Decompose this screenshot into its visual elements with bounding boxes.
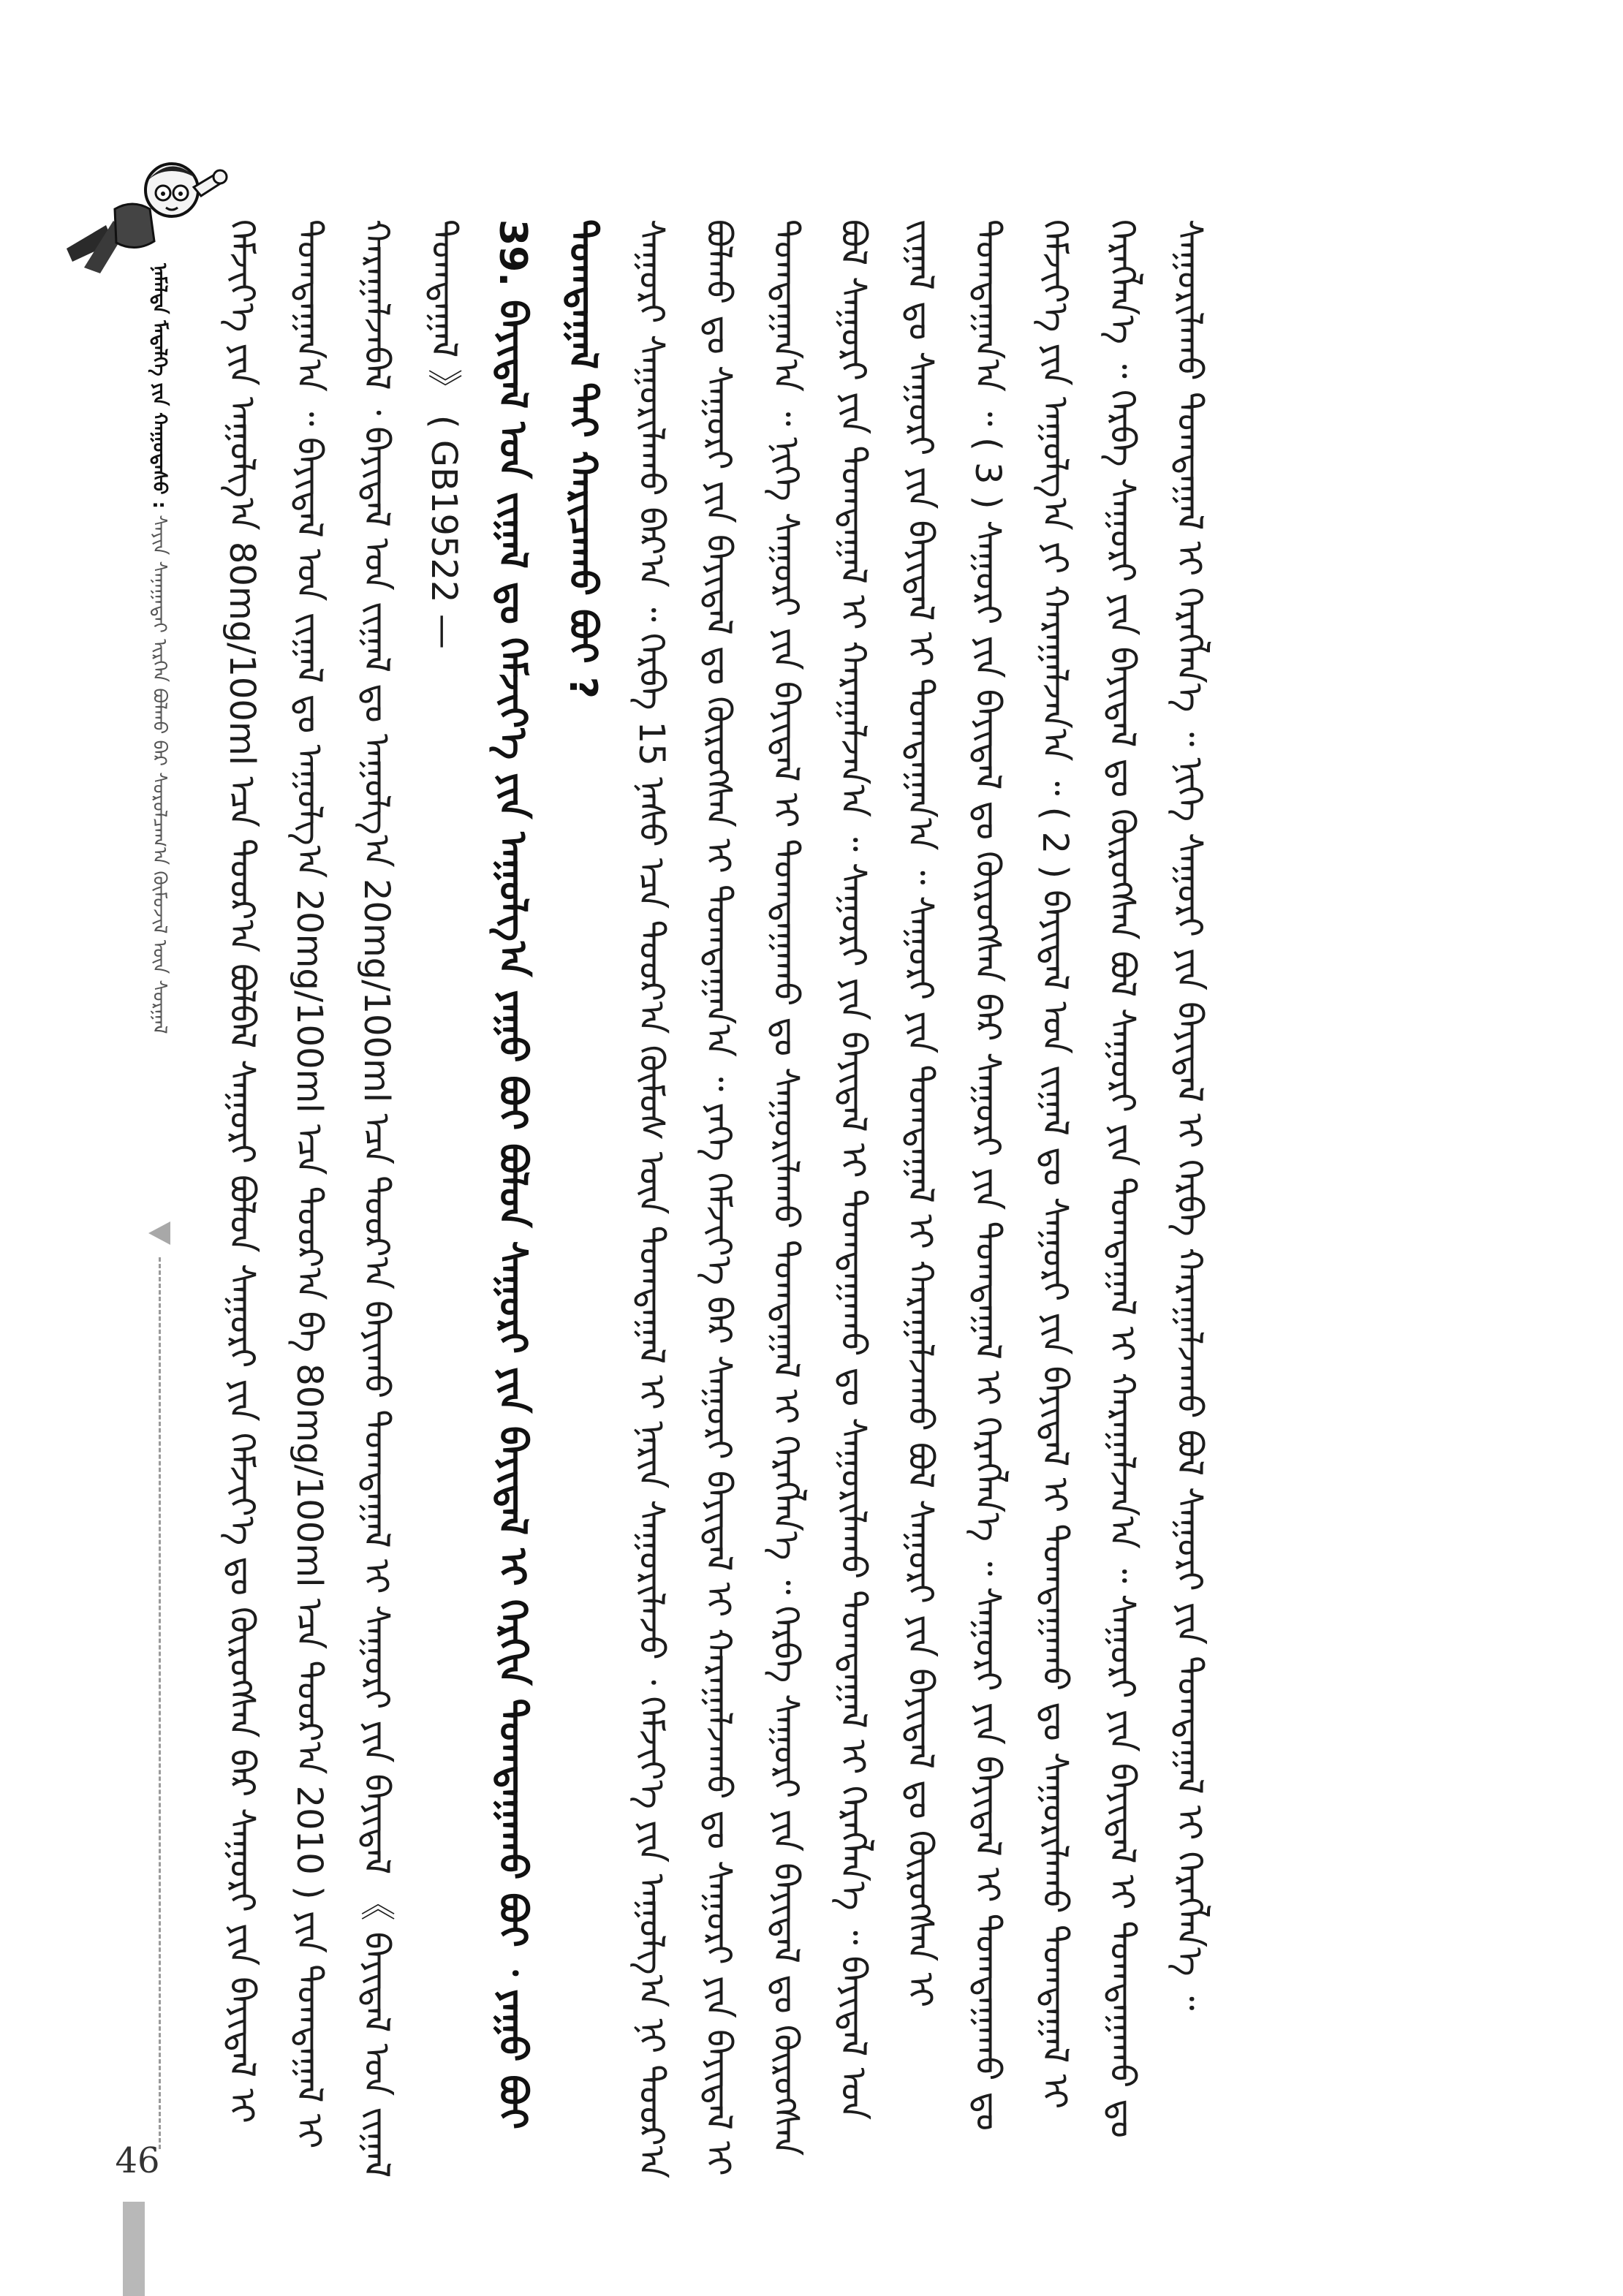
mongolian-text-block: [208, 219, 1473, 2186]
flying-boy-mascot-icon: [62, 139, 230, 278]
side-note-text: ᠰᠠᠶᠢᠨ ᠰᠠᠨᠠᠭᠠᠲᠠᠢ ᠢᠷᠭᠡᠨ ᠪᠣᠯᠬᠤ ᠪᠠᠷ ᠰᠤᠷᠤᠯᠴᠠᠭ᠎ᠠ ᠬᠦᠮᠦᠵᠢᠯ ᠦᠨ ᠰᠤᠷᠭᠠᠯ: [148, 515, 170, 1034]
question-39: 39. ᠪᠠᠶᠢᠳᠠᠯ ᠤᠨ ᠵᠢᠭᠠᠯ ᠳᠤ ᠬᠡᠮᠵᠢᠶ᠎ᠡ ᠶᠢᠨ ᠠᠭᠤᠯᠭ᠎ᠠ ᠶᠠᠭᠤ ᠪᠤᠢ ᠪᠣᠯᠤᠨ ᠰᠠᠭᠤᠷᠢ ᠶᠢᠨ ᠪᠠᠶᠢᠳᠠᠯ ᠢ ᠬᠡᠷᠬᠢᠨ ᠲᠣᠭᠲᠠᠭᠠᠬᠤ ᠪᠤᠢ ᠂ ᠶᠠᠭᠤ ᠪᠤᠢ ᠲᠣᠭᠲᠠᠭᠠᠯ ᠲᠠᠢ ᠬᠠᠷᠢᠴᠠᠬᠤ ᠪᠤᠢ ?: [491, 219, 605, 2130]
paragraph-answer: ᠰᠠᠭᠤᠷᠢ ᠰᠠᠭᠤᠷᠢᠯᠠᠬᠤ ᠪᠠᠷ᠎ᠠ ᠃ ᠬᠡᠷᠪᠡ 15 ᠨᠠᠰᠤ ᠡᠴᠡ ᠳᠣᠣᠷ᠎ᠠ ᠬᠦᠮᠦᠰ ᠦᠨ ᠲᠣᠭᠲᠠᠭᠠᠯ ᠢ ᠨᠠᠷᠢᠨ ᠰᠠᠭᠤᠷᠢᠯᠠᠵᠤ ᠂ ᠬᠡᠮᠵᠢᠶ᠎ᠡ ᠶᠢᠨ ᠠᠭᠤᠯᠭ᠎ᠠ ᠨᠢ ᠳᠣᠣᠷ᠎ᠠ ᠪᠣᠯᠬᠤ ᠳᠤ ᠰᠠᠭᠤᠷᠢ ᠶᠢᠨ ᠪᠠᠶᠢᠳᠠᠯ ᠳᠤ ᠬᠦᠷᠦᠭᠰᠡᠨ ᠢ ᠲᠣᠭᠲᠠᠭᠠᠨ᠎ᠠ ᠃ ᠶᠡᠬᠡ ᠬᠡᠮᠵᠢᠶ᠎ᠡ ᠪᠠᠷ ᠰᠠᠭᠤᠷᠢ ᠪᠠᠶᠢᠳᠠᠯ ᠢ ᠬᠠᠷᠠᠭᠠᠯᠵᠠᠬᠤ ᠳᠤ ᠰᠠᠭᠤᠷᠢ ᠶᠢᠨ ᠪᠠᠶᠢᠳᠠᠯ ᠢ ᠲᠣᠭᠲᠠᠭᠠᠨ᠎ᠠ ᠃ ᠨᠢᠭᠡ ᠰᠠᠭᠤᠷᠢ ᠶᠢᠨ ᠪᠠᠶᠢᠳᠠᠯ ᠢ ᠲᠣᠭᠲᠠᠭᠠᠬᠤ ᠳᠤ ᠰᠠᠭᠤᠷᠢᠯᠠᠬᠤ ᠲᠣᠭᠲᠠᠭᠠᠯ ᠢ ᠬᠡᠷᠡᠭᠯᠡᠨ᠎ᠡ ᠃ ᠬᠡᠷᠪᠡ ᠰᠠᠭᠤᠷᠢ ᠶᠢᠨ ᠪᠠᠶᠢᠳᠠᠯ ᠳᠤ ᠬᠦᠷᠦᠭᠰᠡᠨ ᠪᠣᠯ ᠰᠠᠭᠤᠷᠢ ᠶᠢᠨ ᠲᠣᠭᠲᠠᠭᠠᠯ ᠢ ᠬᠠᠷᠠᠭᠠᠯᠵᠠᠨ᠎ᠠ ᠃ ᠰᠠᠭᠤᠷᠢ ᠶᠢᠨ ᠪᠠᠶᠢᠳᠠᠯ ᠢ ᠲᠣᠭᠲᠠᠭᠠᠬᠤ ᠳᠤ ᠰᠠᠭᠤᠷᠢᠯᠠᠬᠤ ᠲᠣᠭᠲᠠᠭᠠᠯ ᠢ ᠬᠡᠷᠡᠭᠯᠡᠨ᠎ᠡ ᠃ ᠪᠠᠶᠢᠳᠠᠯ ᠤᠨ ᠵᠢᠭᠠᠯ ᠳᠤ ᠰᠠᠭᠤᠷᠢ ᠶᠢᠨ ᠪᠠᠶᠢᠳᠠᠯ ᠢ ᠲᠣᠭᠲᠠᠭᠠᠨ᠎ᠠ ᠃ ᠰᠠᠭᠤᠷᠢ ᠶᠢᠨ ᠲᠣᠭᠲᠠᠭᠠᠯ ᠢ ᠬᠠᠷᠠᠭᠠᠯᠵᠠᠬᠤ ᠪᠣᠯ ᠰᠠᠭᠤᠷᠢ ᠶᠢᠨ ᠪᠠᠶᠢᠳᠠᠯ ᠳᠤ ᠬᠦᠷᠦᠭᠰᠡᠨ ᠢ ᠲᠣᠭᠲᠠᠭᠠᠨ᠎ᠠ ᠃ ( 3 ) ᠰᠠᠭᠤᠷᠢ ᠶᠢᠨ ᠪᠠᠶᠢᠳᠠᠯ ᠳᠤ ᠬᠦᠷᠦᠭᠰᠡᠨ ᠪᠠᠷ ᠰᠠᠭᠤᠷᠢ ᠶᠢᠨ ᠲᠣᠭᠲᠠᠭᠠᠯ ᠢ ᠬᠡᠷᠡᠭᠯᠡᠨ᠎ᠡ ᠃ ᠰᠠᠭᠤᠷᠢ ᠶᠢᠨ ᠪᠠᠶᠢᠳᠠᠯ ᠢ ᠲᠣᠭᠲᠠᠭᠠᠬᠤ ᠳᠤ ᠬᠡᠮᠵᠢᠶ᠎ᠡ ᠶᠢᠨ ᠠᠭᠤᠯᠭ᠎ᠠ ᠶᠢ ᠬᠠᠷᠠᠭᠠᠯᠵᠠᠨ᠎ᠠ ᠃ ( 2 ) ᠪᠠᠶᠢᠳᠠᠯ ᠤᠨ ᠵᠢᠭᠠᠯ ᠳᠤ ᠰᠠᠭᠤᠷᠢ ᠶᠢᠨ ᠪᠠᠶᠢᠳᠠᠯ ᠢ ᠲᠣᠭᠲᠠᠭᠠᠬᠤ ᠳᠤ ᠰᠠᠭᠤᠷᠢᠯᠠᠬᠤ ᠲᠣᠭᠲᠠᠭᠠᠯ ᠢ ᠬᠡᠷᠡᠭᠯᠡᠨ᠎ᠡ ᠃ ᠬᠡᠷᠪᠡ ᠰᠠᠭᠤᠷᠢ ᠶᠢᠨ ᠪᠠᠶᠢᠳᠠᠯ ᠳᠤ ᠬᠦᠷᠦᠭᠰᠡᠨ ᠪᠣᠯ ᠰᠠᠭᠤᠷᠢ ᠶᠢᠨ ᠲᠣᠭᠲᠠᠭᠠᠯ ᠢ ᠬᠠᠷᠠᠭᠠᠯᠵᠠᠨ᠎ᠠ ᠃ ᠰᠠᠭᠤᠷᠢ ᠶᠢᠨ ᠪᠠᠶᠢᠳᠠᠯ ᠢ ᠲᠣᠭᠲᠠᠭᠠᠬᠤ ᠳᠤ ᠰᠠᠭᠤᠷᠢᠯᠠᠬᠤ ᠲᠣᠭᠲᠠᠭᠠᠯ ᠢ ᠬᠡᠷᠡᠭᠯᠡᠨ᠎ᠡ ᠃ ᠨᠢᠭᠡ ᠰᠠᠭᠤᠷᠢ ᠶᠢᠨ ᠪᠠᠶᠢᠳᠠᠯ ᠢ ᠬᠡᠷᠪᠡ ᠬᠠᠷᠠᠭᠠᠯᠵᠠᠬᠤ ᠪᠣᠯ ᠰᠠᠭᠤᠷᠢ ᠶᠢᠨ ᠲᠣᠭᠲᠠᠭᠠᠯ ᠢ ᠬᠡᠷᠡᠭᠯᠡᠨ᠎ᠡ ᠃: [631, 219, 1210, 2179]
side-note-divider: [159, 1257, 161, 2149]
running-side-note: [145, 263, 174, 1257]
side-note-arrow-icon: [148, 1221, 170, 1245]
page-number: 46: [115, 2140, 160, 2181]
side-note-lead: ᠨᠡᠮᠡᠯᠲᠡ ᠮᠡᠳᠡᠯᠭᠡ ᠶᠢᠨ ᠬᠠᠭᠤᠳᠠᠰᠤ :: [148, 263, 170, 509]
page-edge-tab: [123, 2202, 145, 2296]
paragraph-intro: ᠬᠡᠮᠵᠢᠶ᠎ᠡ ᠶᠢᠨ ᠠᠭᠤᠯᠭ᠎ᠠ 80mg/100ml ᠡᠴᠡ ᠳᠣᠣᠷ᠎ᠠ ᠪᠣᠯᠪᠠᠯ ᠰᠠᠭᠤᠷᠢ ᠪᠤᠯᠤᠨ ᠰᠠᠭᠤᠷᠢ ᠶᠢᠨ ᠬᠡᠮᠵᠢᠶ᠎ᠡ ᠳᠤ ᠬᠦᠷᠦᠭᠰᠡᠨ ᠪᠠᠷ ᠰᠠᠭᠤᠷᠢ ᠶᠢᠨ ᠪᠠᠶᠢᠳᠠᠯ ᠢ ᠲᠣᠭᠲᠠᠭᠠᠨ᠎ᠠ ᠃ ᠪᠠᠶᠢᠳᠠᠯ ᠤᠨ ᠵᠢᠭᠠᠯ ᠳᠤ ᠠᠭᠤᠯᠭ᠎ᠠ 20mg/100ml ᠡᠴᠡ ᠳᠣᠣᠷ᠎ᠠ ᠪᠠ 80mg/100ml ᠡᠴᠡ ᠳᠣᠣᠷ᠎ᠠ 2010 ) ᠶᠢᠨ ᠲᠣᠭᠲᠠᠭᠠᠯ ᠢ ᠬᠠᠷᠠᠭᠠᠯᠵᠠᠪᠠᠯ ᠂ ᠪᠠᠶᠢᠳᠠᠯ ᠤᠨ ᠵᠢᠭᠠᠯ ᠳᠤ ᠠᠭᠤᠯᠭ᠎ᠠ 20mg/100ml ᠡᠴᠡ ᠳᠣᠣᠷ᠎ᠠ ᠪᠠᠶᠢᠬᠤ ᠲᠣᠭᠲᠠᠭᠠᠯ ᠢ ᠰᠠᠭᠤᠷᠢ ᠶᠢᠨ ᠪᠠᠶᠢᠳᠠᠯ 《 ᠪᠠᠶᠢᠳᠠᠯ ᠤᠨ ᠵᠢᠭᠠᠯ ᠲᠣᠭᠲᠠᠭᠠᠯ 》 ( GB19522 —: [222, 219, 464, 2178]
